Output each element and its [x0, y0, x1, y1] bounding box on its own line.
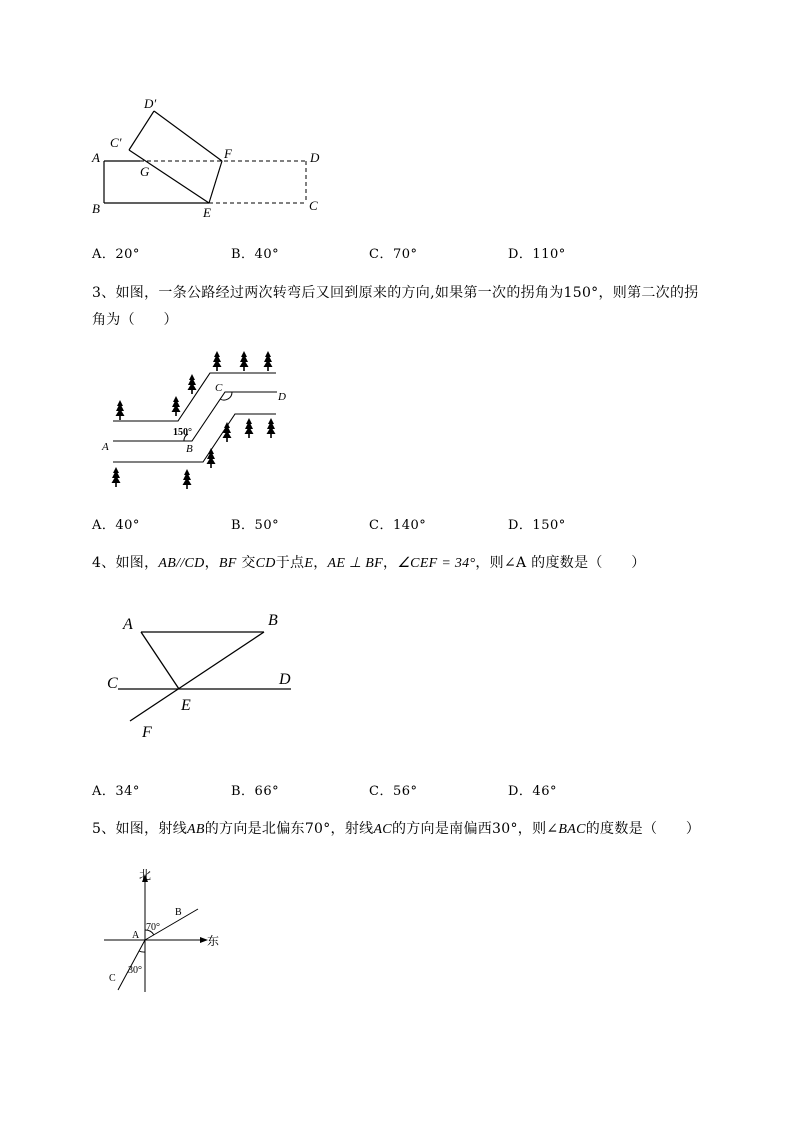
- q5-math-bac: BAC: [558, 822, 586, 837]
- q2-option-b[interactable]: B．40°: [231, 247, 280, 262]
- q5-question-text: [92, 816, 742, 843]
- q4-text: 于点: [275, 555, 305, 571]
- q3-option-c[interactable]: C．140°: [369, 518, 427, 533]
- label-f: F: [142, 724, 152, 741]
- q4-option-a[interactable]: A．34°: [92, 784, 140, 799]
- label-d: D: [278, 391, 286, 403]
- tree-icon: [240, 351, 249, 371]
- q4-option-c[interactable]: C．56°: [369, 784, 418, 799]
- tree-icon: [264, 351, 273, 371]
- q4-sep: ，: [313, 555, 328, 571]
- q3-option-a[interactable]: A．40°: [92, 518, 140, 533]
- label-a: A: [132, 930, 140, 941]
- tree-icon: [267, 418, 276, 438]
- q5-math-ab: AB: [187, 822, 205, 837]
- label-b: B: [268, 612, 278, 629]
- q4-question-text: [92, 550, 742, 577]
- label-east: 东: [207, 934, 220, 948]
- q4-sep: ，: [204, 555, 219, 571]
- tree-icon: [223, 422, 232, 442]
- q5-math-ac: AC: [373, 822, 392, 837]
- label-b: B: [92, 201, 100, 216]
- tree-icon: [183, 469, 192, 489]
- q2-option-d[interactable]: D．110°: [508, 247, 566, 262]
- q5-text: 的度数是（ ）: [585, 821, 701, 837]
- label-c: C: [109, 973, 116, 984]
- q3-text-line2: 角为（ ）: [92, 312, 178, 328]
- label-e: E: [181, 697, 191, 714]
- q3-question-text: [92, 280, 742, 334]
- q2-option-c[interactable]: C．70°: [369, 247, 418, 262]
- q4-figure: [100, 605, 310, 745]
- q4-math-bf: BF: [218, 556, 237, 571]
- q3-text-line1: 3、如图，一条公路经过两次转弯后又回到原来的方向,如果第一次的拐角为150°，则第二次的拐: [92, 285, 699, 301]
- label-c: C: [107, 675, 118, 692]
- q5-text: 的方向是南偏西30°，则∠: [391, 821, 559, 837]
- segment-fd-prime: [154, 111, 222, 161]
- q4-suffix: ，则∠A 的度数是（ ）: [475, 555, 646, 571]
- q4-math-cd: CD: [255, 556, 276, 571]
- q2-figure: [80, 92, 340, 227]
- q4-prefix: 4、如图，: [92, 555, 159, 571]
- label-angle-30: 30°: [128, 965, 142, 976]
- angle-arc-30: [139, 951, 145, 952]
- q3-option-d[interactable]: D．150°: [508, 518, 566, 533]
- tree-icon: [245, 418, 254, 438]
- q4-math-e: E: [304, 556, 314, 571]
- label-a: A: [123, 616, 133, 633]
- tree-icon: [213, 351, 222, 371]
- label-e: E: [203, 205, 211, 220]
- segment-ef: [209, 161, 222, 203]
- label-d-prime: D′: [144, 96, 157, 111]
- q4-math-ab-parallel-cd: AB//CD: [158, 556, 205, 571]
- q4-option-d[interactable]: D．46°: [508, 784, 557, 799]
- label-c: C: [215, 382, 223, 394]
- q4-option-b[interactable]: B．66°: [231, 784, 280, 799]
- label-c: C: [309, 198, 318, 213]
- label-north: 北: [139, 868, 152, 882]
- label-d: D: [310, 150, 320, 165]
- label-a: A: [102, 441, 109, 453]
- q5-text: 5、如图，射线: [92, 821, 188, 837]
- q4-math-angle-cef: ∠CEF = 34°: [397, 556, 476, 571]
- tree-icon: [207, 448, 216, 468]
- label-f: F: [224, 146, 232, 161]
- tree-icon: [112, 467, 121, 487]
- tree-icon: [172, 396, 181, 416]
- tree-icon: [116, 400, 125, 420]
- label-a: A: [92, 150, 100, 165]
- q3-option-b[interactable]: B．50°: [231, 518, 280, 533]
- label-d: D: [279, 671, 291, 688]
- label-b: B: [186, 443, 193, 455]
- q4-math-perpendicular: AE ⊥ BF: [327, 556, 384, 571]
- tree-icon: [188, 374, 197, 394]
- segment-d-prime-c-prime: [129, 111, 154, 150]
- label-g: G: [140, 164, 150, 179]
- label-b: B: [175, 907, 182, 918]
- label-angle-150: 150°: [173, 427, 192, 438]
- label-c-prime: C′: [110, 135, 122, 150]
- q2-option-a[interactable]: A．20°: [92, 247, 140, 262]
- q4-text: 交: [236, 555, 256, 571]
- segment-ae: [141, 632, 179, 689]
- q4-sep: ，: [383, 555, 398, 571]
- label-angle-70: 70°: [146, 922, 160, 933]
- q5-figure: [100, 862, 230, 997]
- q3-figure: [98, 345, 298, 495]
- q5-text: 的方向是北偏东70°，射线: [204, 821, 374, 837]
